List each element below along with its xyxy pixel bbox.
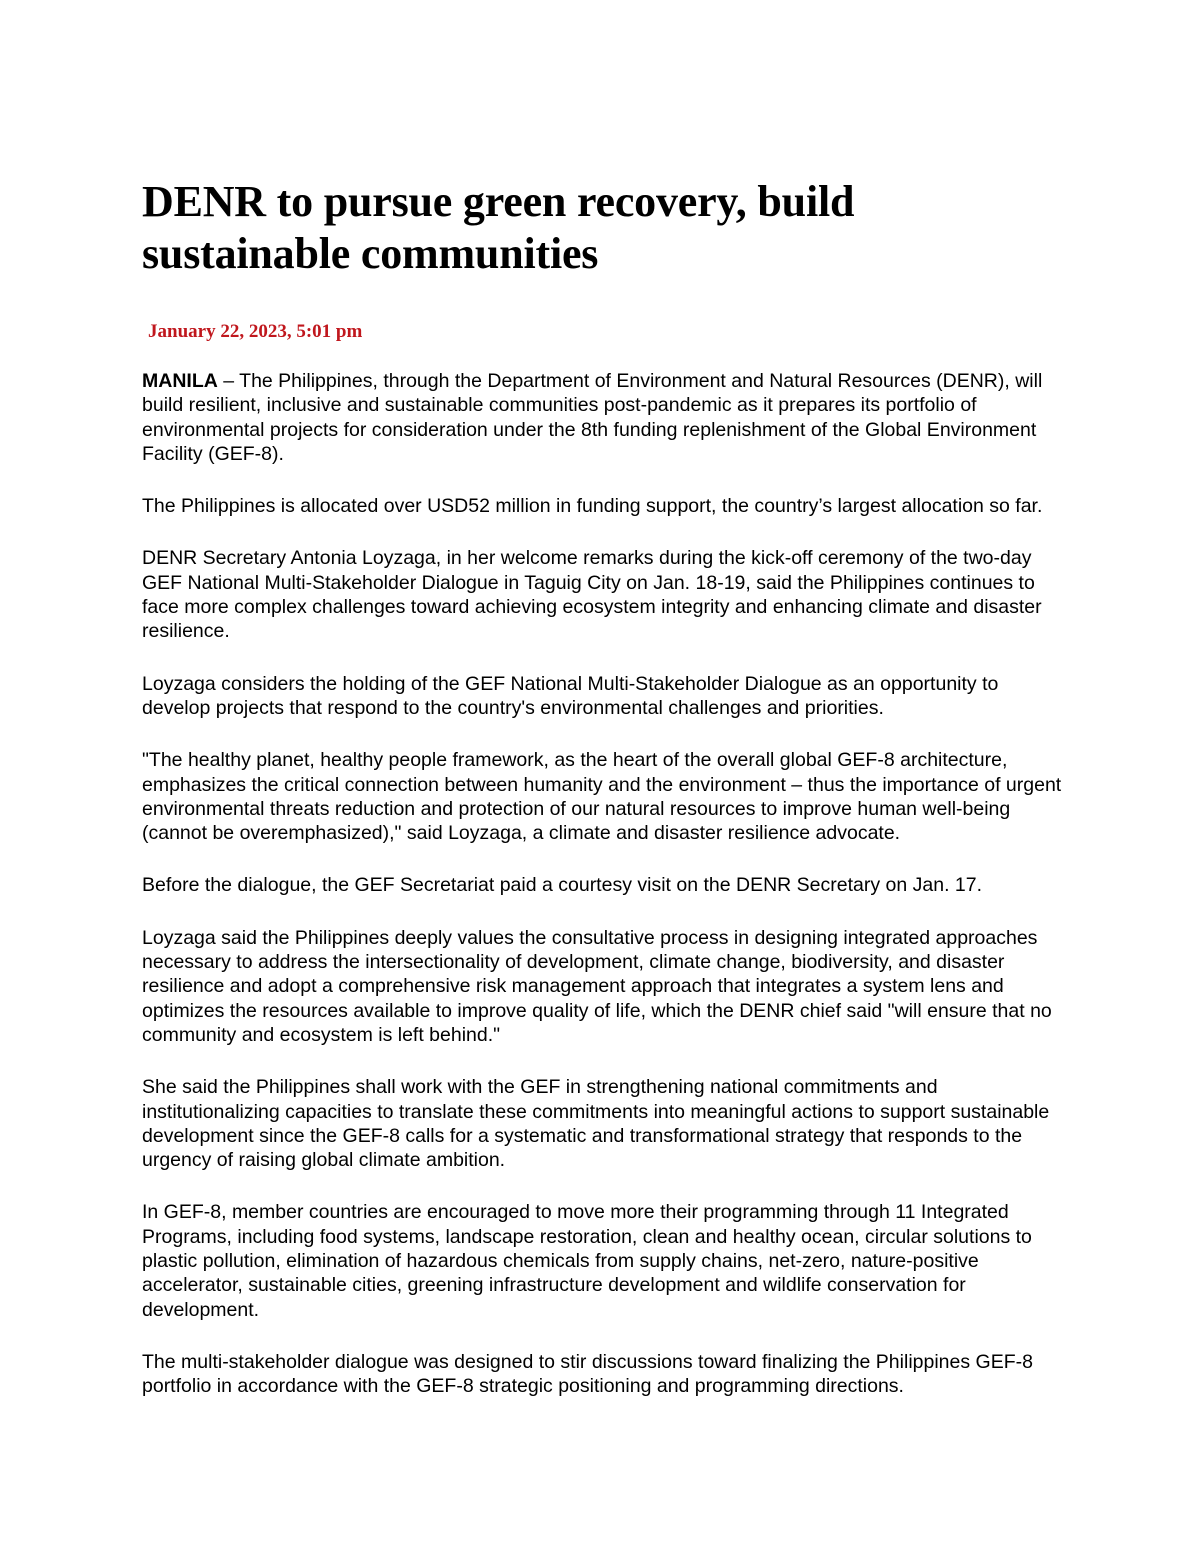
article-date: January 22, 2023, 5:01 pm [148,321,363,342]
dateline-location: MANILA [142,370,218,392]
article [142,176,1062,1427]
article-paragraph-5: "The healthy planet, healthy people framework, as the heart of the overall global GEF-8 architecture, emphasizes the critical connection between humanity and the environment – thus the importance of urgent environmental threats reduction and protection of our natural resources to improve human well-being (cannot be overemphasized)," said Loyzaga, a climate and disaster resilience advocate. [142,749,1062,845]
article-paragraph-3: DENR Secretary Antonia Loyzaga, in her welcome remarks during the kick-off ceremony of the two-day GEF National Multi-Stakeholder Dialogue in Taguig City on Jan. 18-19, said the Philippines continues to face more complex challenges toward achieving ecosystem integrity and enhancing climate and disaster resilience. [142,547,1042,643]
article-paragraph-9: In GEF-8, member countries are encouraged to move more their programming through 11 Integrated Programs, including food systems, landscape restoration, clean and healthy ocean, circular solutions to plastic pollution, elimination of hazardous chemicals from supply chains, net-zero, nature-positive accelerator, sustainable cities, greening infrastructure development and wildlife conservation for development. [142,1201,1032,1321]
article-paragraph-2: The Philippines is allocated over USD52 million in funding support, the country’s largest allocation so far. [142,495,1043,518]
article-paragraph-6: Before the dialogue, the GEF Secretariat paid a courtesy visit on the DENR Secretary on Jan. 17. [142,874,983,897]
article-paragraph-8: She said the Philippines shall work with the GEF in strengthening national commitments and institutionalizing capacities to translate these commitments into meaningful actions to support sustainable development since the GEF-8 calls for a systematic and transformational strategy that responds to the urgency of raising global climate ambition. [142,1076,1050,1172]
article-paragraph-4: Loyzaga considers the holding of the GEF National Multi-Stakeholder Dialogue as an opportunity to develop projects that respond to the country's environmental challenges and priorities. [142,672,999,719]
article-body [142,369,1062,1399]
article-title: DENR to pursue green recovery, build sustainable communities [142,177,855,278]
article-paragraph-7: Loyzaga said the Philippines deeply values the consultative process in designing integrated approaches necessary to address the intersectionality of development, climate change, biodiversity, and disaster resilience and adopt a comprehensive risk management approach that integrates a system lens and optimizes the resources available to improve quality of life, which the DENR chief said "will ensure that no community and ecosystem is left behind." [142,926,1052,1046]
article-paragraph-10: The multi-stakeholder dialogue was designed to stir discussions toward finalizing the Philippines GEF-8 portfolio in accordance with the GEF-8 strategic positioning and programming directions. [142,1350,1033,1398]
article-paragraph-1 [142,369,1062,466]
paragraph-1-text: – The Philippines, through the Department of Environment and Natural Resources (DENR), will build resilient, inclusive and sustainable communities post-pandemic as it prepares its portfolio of environmental projects for consideration under the 8th funding replenishment of the Global Environment Facility (GEF-8). [142,370,1043,465]
